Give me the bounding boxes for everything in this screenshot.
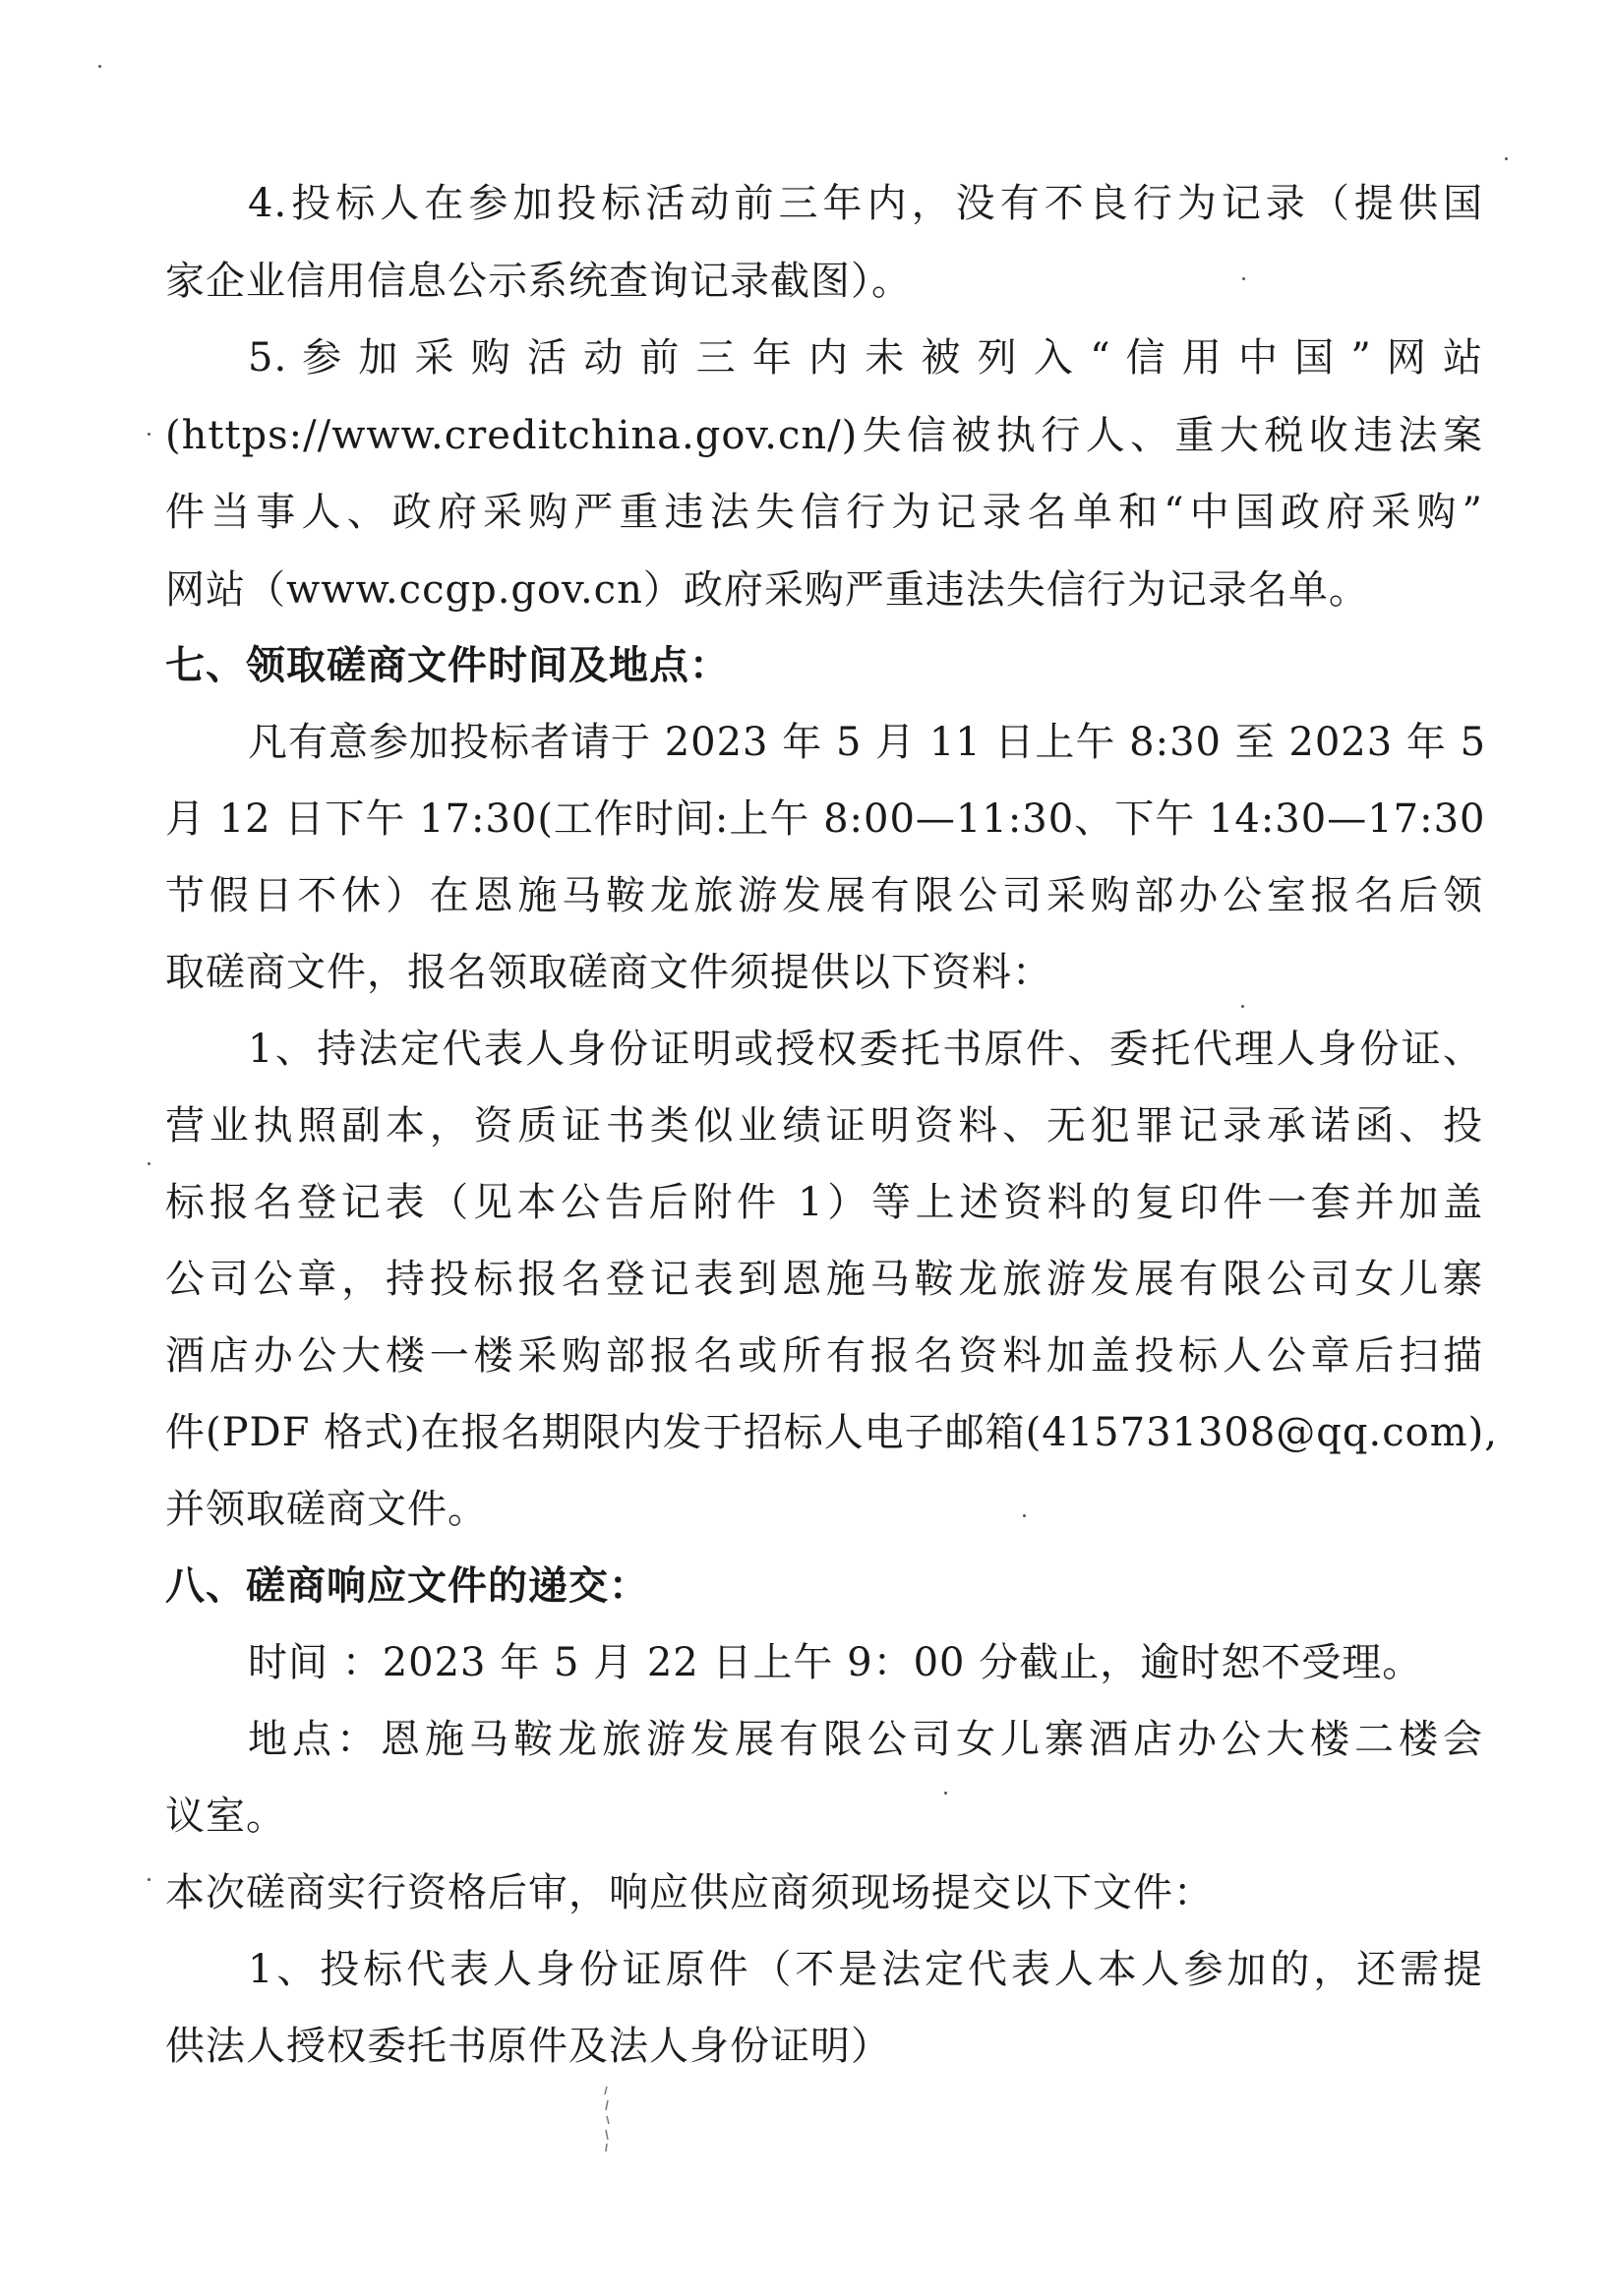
text-line: 件当事人、政府采购严重违法失信行为记录名单和“中国政府采购” [165,490,1483,535]
text-line: 供法人授权委托书原件及法人身份证明） [165,2024,891,2069]
text-line: 节假日不休）在恩施马鞍龙旅游发展有限公司采购部办公室报名后领 [165,873,1483,918]
text-line: 网站（www.ccgp.gov.cn）政府采购严重违法失信行为记录名单。 [165,567,1369,613]
text-line: 地点：恩施马鞍龙旅游发展有限公司女儿寨酒店办公大楼二楼会 [248,1717,1483,1762]
text-line: 取磋商文件，报名领取磋商文件须提供以下资料： [165,950,1052,995]
scan-speck [148,1878,150,1881]
section-heading: 七、领取磋商文件时间及地点： [165,642,730,688]
scan-speck [148,433,150,436]
text-line: 月 12 日下午 17:30(工作时间:上午 8:00—11:30、下午 14:30—17:30 [165,796,1486,842]
scan-speck [1241,1005,1244,1008]
text-line: 4.投标人在参加投标活动前三年内，没有不良行为记录（提供国 [248,181,1483,226]
text-line: 并领取磋商文件。 [165,1487,488,1532]
text-line: 本次磋商实行资格后审，响应供应商须现场提交以下文件： [165,1870,1214,1915]
section-heading: 八、磋商响应文件的递交： [165,1562,649,1609]
text-line: 标报名登记表（见本公告后附件 1）等上述资料的复印件一套并加盖 [165,1180,1483,1225]
scan-speck [944,1792,947,1795]
text-line: 1、持法定代表人身份证明或授权委托书原件、委托代理人身份证、 [248,1027,1483,1072]
scan-artifact-mark [600,2085,614,2153]
text-line: 议室。 [165,1794,286,1839]
text-line: 时间 ：2023 年 5 月 22 日上午 9：00 分截止，逾时恕不受理。 [248,1640,1423,1685]
text-line: 件(PDF 格式)在报名期限内发于招标人电子邮箱(415731308@qq.com), [165,1410,1498,1455]
scan-speck [148,1162,150,1165]
text-line: 5. 参 加 采 购 活 动 前 三 年 内 未 被 列 入 “ 信 用 中 国 ” 网 站 [248,335,1483,381]
text-line: 公司公章，持投标报名登记表到恩施马鞍龙旅游发展有限公司女儿寨 [165,1257,1483,1302]
scan-speck [1242,277,1245,280]
scan-speck [98,65,101,68]
text-line: 1、投标代表人身份证原件（不是法定代表人本人参加的，还需提 [248,1947,1483,1992]
text-line: 凡有意参加投标者请于 2023 年 5 月 11 日上午 8:30 至 2023 年 5 [248,720,1487,765]
text-line: 营业执照副本，资质证书类似业绩证明资料、无犯罪记录承诺函、投 [165,1103,1483,1148]
scan-speck [1023,1514,1026,1517]
scan-speck [1505,157,1508,160]
text-line: (https://www.creditchina.gov.cn/)失信被执行人、重大税收违法案 [165,413,1483,458]
text-line: 酒店办公大楼一楼采购部报名或所有报名资料加盖投标人公章后扫描 [165,1333,1483,1379]
text-line: 家企业信用信息公示系统查询记录截图）。 [165,259,912,304]
